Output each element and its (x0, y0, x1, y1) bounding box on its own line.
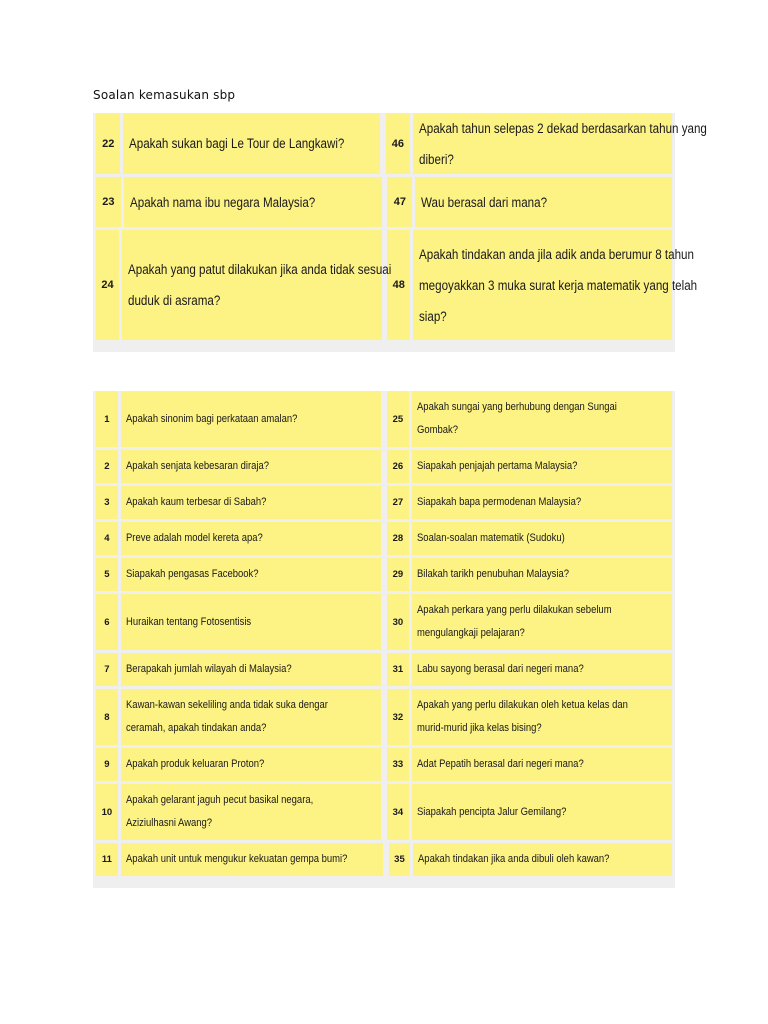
table-row (96, 177, 672, 227)
question-text (412, 689, 672, 745)
question-text (121, 558, 381, 591)
question-line: Kawan-kawan sekeliling anda tidak suka dengar (125, 699, 328, 711)
question-number: 5 (96, 558, 118, 591)
question-number: 27 (387, 486, 409, 519)
question-number: 30 (387, 594, 409, 650)
table-row (96, 594, 672, 650)
question-line: siap? (419, 308, 447, 324)
question-line: mengulangkaji pelajaran? (416, 627, 525, 639)
question-text (412, 653, 672, 686)
question-number: 33 (387, 748, 409, 781)
question-text (123, 113, 379, 174)
question-text (412, 748, 672, 781)
table-row (96, 653, 672, 686)
question-number: 29 (387, 558, 409, 591)
question-number: 47 (387, 177, 412, 227)
question-line: Soalan-soalan matematik (Sudoku) (416, 532, 565, 544)
table-row (96, 748, 672, 781)
question-text (412, 784, 672, 840)
question-text (121, 843, 383, 876)
question-line: Siapakah pencipta Jalur Gemilang? (416, 805, 567, 818)
question-number: 6 (96, 594, 118, 650)
question-line: Siapakah penjajah pertama Malaysia? (416, 460, 578, 472)
question-line: Bilakah tarikh penubuhan Malaysia? (416, 568, 569, 580)
question-line: Gombak? (416, 424, 458, 436)
question-text (412, 522, 672, 555)
table-row (96, 689, 672, 745)
question-table-a (93, 113, 707, 352)
question-number: 11 (96, 843, 118, 876)
question-number: 46 (386, 113, 410, 174)
table-row (96, 843, 672, 876)
table-row (96, 113, 707, 174)
question-text (412, 486, 672, 519)
question-number: 31 (387, 653, 409, 686)
question-number: 48 (387, 230, 410, 340)
question-line: Apakah tindakan jika anda dibuli oleh kawan? (418, 853, 610, 865)
question-number: 10 (96, 784, 118, 840)
question-line: Apakah perkara yang perlu dilakukan sebelum (416, 604, 612, 616)
question-number: 35 (389, 843, 411, 876)
question-text (412, 450, 672, 483)
question-line: ceramah, apakah tindakan anda? (125, 722, 267, 734)
question-line: duduk di asrama? (127, 293, 221, 308)
table-row (96, 486, 672, 519)
question-number: 32 (387, 689, 409, 745)
question-number: 7 (96, 653, 118, 686)
question-text (121, 748, 381, 781)
question-text (122, 230, 392, 340)
question-line: Wau berasal dari mana? (421, 194, 548, 210)
question-line: Aziziulhasni Awang? (125, 817, 212, 829)
question-number: 26 (387, 450, 409, 483)
question-text (412, 558, 672, 591)
question-line: Siapakah bapa permodenan Malaysia? (416, 496, 581, 508)
question-number: 4 (96, 522, 118, 555)
question-line: Apakah unit untuk mengukur kekuatan gempa bumi? (125, 853, 348, 865)
question-number: 9 (96, 748, 118, 781)
question-text (124, 177, 382, 227)
question-text (121, 689, 381, 745)
question-text (413, 113, 707, 174)
question-number: 3 (96, 486, 118, 519)
question-number: 28 (387, 522, 409, 555)
question-text (412, 391, 672, 447)
question-number: 8 (96, 689, 118, 745)
table-row (96, 450, 672, 483)
question-number: 2 (96, 450, 118, 483)
question-text (121, 784, 381, 840)
question-text (415, 177, 672, 227)
question-text (413, 843, 672, 876)
question-line: megoyakkan 3 muka surat kerja matematik yang telah (419, 277, 698, 293)
question-line: Apakah tindakan anda jila adik anda berumur 8 tahun (419, 246, 694, 262)
question-number: 22 (96, 113, 120, 174)
question-text (412, 594, 672, 650)
question-line: Adat Pepatih berasal dari negeri mana? (416, 758, 584, 770)
question-number: 1 (96, 391, 118, 447)
question-line: Apakah produk keluaran Proton? (125, 758, 265, 770)
table-row (96, 784, 672, 840)
question-line: Huraikan tentang Fotosentisis (125, 615, 251, 628)
question-line: diberi? (419, 151, 454, 167)
question-number: 34 (387, 784, 409, 840)
question-number: 24 (96, 230, 119, 340)
document-title: Soalan kemasukan sbp (93, 88, 236, 102)
question-line: Apakah tahun selepas 2 dekad berdasarkan tahun yang (419, 120, 707, 136)
question-line: Preve adalah model kereta apa? (125, 532, 263, 544)
question-line: Apakah nama ibu negara Malaysia? (129, 194, 315, 210)
table-row (96, 558, 672, 591)
question-line: Apakah senjata kebesaran diraja? (125, 460, 269, 472)
question-text (121, 594, 381, 650)
question-text (121, 486, 381, 519)
question-text (121, 653, 381, 686)
question-line: Siapakah pengasas Facebook? (125, 568, 259, 580)
question-number: 25 (387, 391, 409, 447)
table-row (96, 230, 698, 340)
question-text (413, 230, 698, 340)
question-number: 23 (96, 177, 121, 227)
question-line: Apakah sungai yang berhubung dengan Sungai (416, 401, 617, 413)
question-line: Apakah yang patut dilakukan jika anda tidak sesuai (127, 262, 392, 277)
table-row (96, 391, 672, 447)
question-line: murid-murid jika kelas bising? (416, 722, 542, 734)
question-text (121, 522, 381, 555)
table-row (96, 522, 672, 555)
question-text (121, 450, 381, 483)
question-line: Apakah sukan bagi Le Tour de Langkawi? (129, 136, 345, 151)
question-line: Apakah kaum terbesar di Sabah? (125, 496, 267, 508)
question-line: Apakah sinonim bagi perkataan amalan? (125, 412, 298, 425)
question-table-b (93, 391, 675, 888)
question-line: Labu sayong berasal dari negeri mana? (416, 663, 584, 675)
question-line: Apakah yang perlu dilakukan oleh ketua kelas dan (416, 699, 628, 711)
question-line: Berapakah jumlah wilayah di Malaysia? (125, 663, 292, 675)
question-line: Apakah gelarant jaguh pecut basikal negara, (125, 794, 314, 806)
question-text (121, 391, 381, 447)
